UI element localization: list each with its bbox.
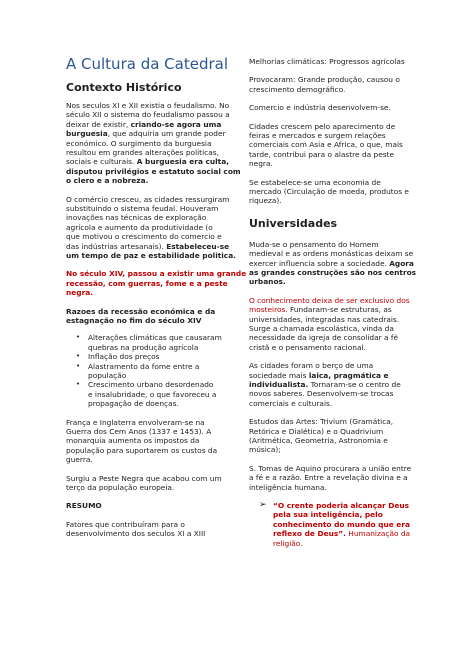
bullet-item-line: propagação de doenças.: [88, 399, 179, 409]
paragraph-line: inovações nas técnicas de exploração: [66, 213, 207, 223]
arrow-bullet-icon: ➢: [259, 500, 267, 510]
paragraph-line: necessidade da igreja de consolidar a fé: [249, 333, 399, 343]
highlight-line: No século XIV, passou a existir uma grande: [66, 269, 247, 279]
paragraph-line: França e Inglaterra envolveram-se na: [66, 417, 205, 427]
paragraph-line: Comercio e indústria desenvolvem-se.: [249, 103, 391, 113]
paragraph-line: riqueza).: [249, 196, 282, 206]
quote-line: “O crente poderia alcançar Deus: [273, 501, 410, 510]
quote-line: reflexo de Deus”. Humanização da: [273, 529, 411, 539]
paragraph-line: terço da população europeia.: [66, 483, 175, 492]
paragraph-line: Se estabelece-se uma economia de: [249, 177, 381, 187]
paragraph-line: Surgiu a Peste Negra que acabou com um: [66, 473, 222, 483]
paragraph-line: das indústrias artesanais). Estabeleceu-se: [66, 241, 230, 251]
paragraph-line: a fé e a razão. Entre a revelação divina e a: [249, 473, 408, 483]
highlight-line: recessão, com guerras, fome e a peste: [66, 278, 228, 288]
bullet-item-line: Alterações climáticas que causaram: [88, 333, 222, 343]
paragraph-line: resultou em grandes alterações politicas,: [66, 148, 219, 157]
subheading-line: estagnação no fim do século XIV: [66, 316, 202, 325]
paragraph-line: Fatores que contribuíram para o: [66, 519, 185, 529]
paragraph-line: S. Tomas de Aquino procurara a união entre: [249, 463, 412, 473]
section-heading: Universidades: [249, 216, 338, 230]
page-title: A Cultura da Catedral: [66, 55, 228, 73]
bullet-item-line: quebras na produção agrícola: [88, 342, 199, 352]
paragraph-line: o clero e a nobreza.: [66, 176, 149, 186]
paragraph-line: As cidades foram o berço de uma: [249, 361, 374, 371]
paragraph-line: Cidades crescem pelo aparecimento de: [249, 121, 396, 131]
paragraph-line: tarde, contribui para o alastre da peste: [249, 149, 395, 159]
paragraph-line: exercer influencia sobre a sociedade. Agora: [249, 258, 414, 268]
quote-line: conhecimento do mundo que era: [273, 519, 410, 529]
bullet-dot-icon: •: [76, 352, 81, 361]
paragraph-line: deixar de existir, criando-se agora uma: [66, 119, 222, 129]
bullet-dot-icon: •: [76, 361, 81, 370]
paragraph-line: (Aritmética, Geometria, Astronomia e: [249, 436, 388, 445]
paragraph-line: O comércio cresceu, as cidades ressurgiram: [66, 194, 230, 204]
paragraph-line: Melhorias climáticas: Progressos agrícolas: [249, 57, 405, 66]
quote-line: pela sua inteligência, pelo: [273, 510, 383, 520]
paragraph-line: que motivou o crescimento do comercio e: [66, 232, 222, 242]
paragraph-line: comerciais com Asia e Africa, o que, mais: [249, 140, 403, 150]
paragraph-line: música);: [249, 445, 281, 455]
bullet-item-line: Alastramento da fome entre a: [88, 361, 200, 371]
paragraph-line: medieval e as ordens monásticas deixam se: [249, 249, 414, 259]
paragraph-line: cristã e o pensamento racional.: [249, 342, 366, 352]
bullet-item-line: Crescimento urbano desordenado: [88, 380, 214, 390]
paragraph-line: disputou privilégios e estatuto social com: [66, 166, 241, 176]
bullet-dot-icon: •: [76, 380, 81, 389]
paragraph-line: substituindo o sistema feudal. Houveram: [66, 204, 219, 213]
paragraph-line: Surge a chamada escolástica, vinda da: [249, 324, 394, 333]
paragraph-line: Nos seculos XI e XII existia o feudalismo. No: [66, 101, 230, 110]
paragraph-line: inteligência humana.: [249, 482, 327, 492]
paragraph-line: século XII o sistema do feudalismo passou a: [66, 110, 230, 120]
paragraph-line: crescimento demográfico.: [249, 84, 346, 94]
paragraph-line: comerciais e culturais.: [249, 398, 333, 408]
paragraph-line: Muda-se o pensamento do Homem: [249, 239, 379, 249]
paragraph-line: feiras e mercados e surgem relações: [249, 131, 386, 140]
paragraph-line: burguesia, que adquiria um grande poder: [66, 129, 226, 139]
bullet-dot-icon: •: [76, 333, 81, 342]
paragraph-line: negra.: [249, 159, 273, 169]
paragraph-line: Provocaram: Grande produção, causou o: [249, 75, 400, 85]
quote-line: religião.: [273, 538, 303, 548]
paragraph-line: agrícola e aumento da produtividade (o: [66, 222, 213, 232]
paragraph-line: desenvolvimento dos seculos XI a XIII: [66, 529, 206, 539]
paragraph-line: Estudos das Artes: Trivium (Gramática,: [249, 417, 394, 427]
paragraph-line: individualista. Tornaram-se o centro de: [249, 380, 401, 389]
paragraph-line: sociedade mais laica, pragmática e: [249, 370, 389, 380]
resumo-label: RESUMO: [66, 501, 102, 511]
bullet-item-line: Inflação dos preços: [88, 352, 160, 362]
highlight-line: negra.: [66, 288, 94, 298]
paragraph-line: mosteiros. Fundaram-se estruturas, as: [249, 305, 392, 315]
section-heading: Contexto Histórico: [66, 81, 182, 94]
paragraph-line: O conhecimento deixa de ser exclusivo dos: [249, 295, 410, 305]
bullet-item-line: população: [88, 371, 127, 380]
paragraph-line: universidades, integradas nas catedrais.: [249, 314, 400, 324]
paragraph-line: económico. O surgimento da burguesia: [66, 138, 212, 148]
paragraph-line: monarquia aumenta os impostos da: [66, 436, 200, 446]
paragraph-line: Guerra dos Cem Anos (1337 e 1453). A: [66, 427, 212, 436]
subheading-line: Razoes da recessão económica e da: [66, 306, 216, 316]
paragraph-line: novos saberes. Desenvolvem-se trocas: [249, 389, 394, 399]
paragraph-line: um tempo de paz e estabilidade politica.: [66, 251, 236, 260]
paragraph-line: urbanos.: [249, 277, 286, 287]
bullet-item-line: e insalubridade, o que favoreceu a: [88, 389, 217, 399]
paragraph-line: as grandes construções são nos centros: [249, 268, 417, 277]
paragraph-line: população para suportarem os custos da: [66, 445, 218, 455]
paragraph-line: guerra.: [66, 455, 93, 465]
paragraph-line: sociais e culturais. A burguesia era culta,: [66, 157, 230, 167]
paragraph-line: Retórica e Dialética) e o Quadrivium: [249, 426, 384, 436]
paragraph-line: mercado (Circulação de moeda, produtos e: [249, 187, 409, 196]
